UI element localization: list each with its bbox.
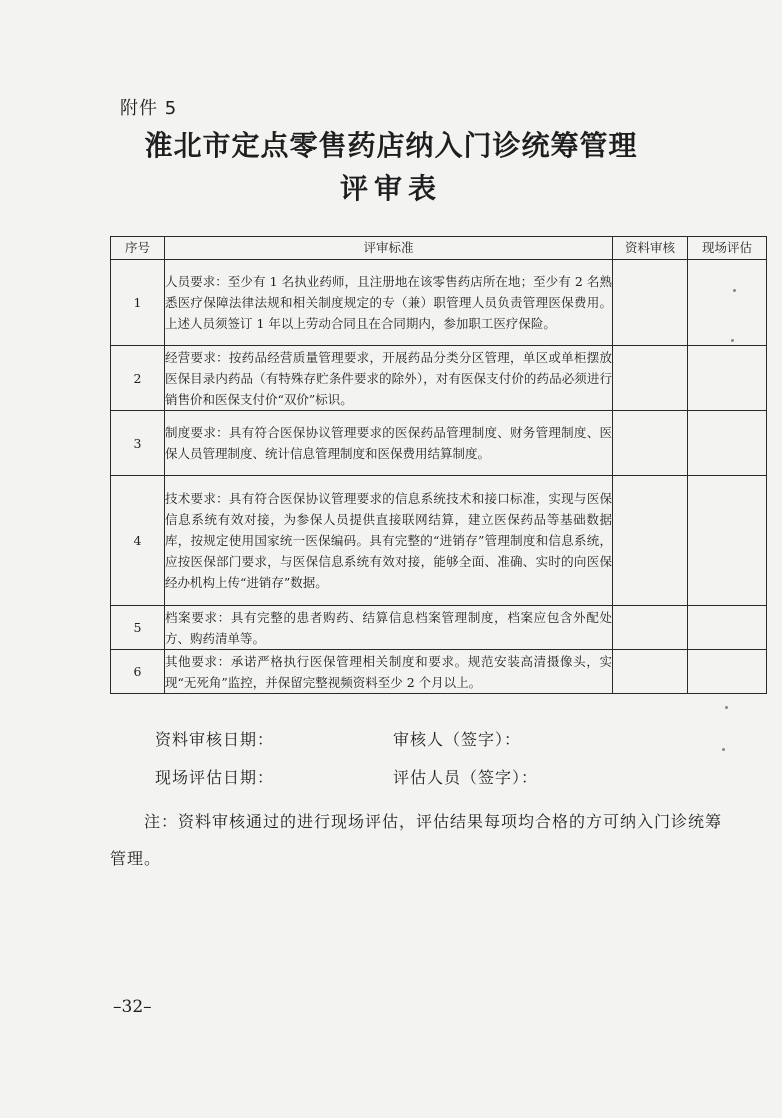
header-onsite: 现场评估 xyxy=(688,237,767,260)
doc-review-cell[interactable] xyxy=(613,260,688,346)
table-row xyxy=(111,346,767,411)
table-header-row xyxy=(111,237,767,260)
scan-speck xyxy=(731,339,734,342)
table-row xyxy=(111,411,767,476)
table-row xyxy=(111,260,767,346)
scan-speck xyxy=(722,748,725,751)
scan-speck xyxy=(725,706,728,709)
attachment-label: 附件 5 xyxy=(120,98,178,119)
onsite-cell[interactable] xyxy=(688,260,767,346)
table-row xyxy=(111,650,767,694)
document-subtitle: 评审表 xyxy=(339,172,442,205)
row-criteria: 制度要求：具有符合医保协议管理要求的医保药品管理制度、财务管理制度、医保人员管理制度、统计信息管理制度和医保费用结算制度。 xyxy=(165,411,613,476)
table-row xyxy=(111,606,767,650)
onsite-cell[interactable] xyxy=(688,411,767,476)
row-number: 2 xyxy=(111,346,165,411)
assessor-signature-label: 评估人员（签字）： xyxy=(393,768,539,787)
onsite-date-label: 现场评估日期： xyxy=(155,768,275,787)
row-criteria: 档案要求：具有完整的患者购药、结算信息档案管理制度，档案应包含外配处方、购药清单等。 xyxy=(165,606,613,650)
onsite-cell[interactable] xyxy=(688,650,767,694)
doc-review-cell[interactable] xyxy=(613,411,688,476)
document-title: 淮北市定点零售药店纳入门诊统筹管理 xyxy=(144,129,638,162)
row-criteria: 技术要求：具有符合医保协议管理要求的信息系统技术和接口标准，实现与医保信息系统有效对接，为参保人员提供直接联网结算，建立医保药品等基础数据库，按规定使用国家统一医保编码。具有完整的“进销存”管理制度和信息系统，应按医保部门要求，与医保信息系统有效对接，能够全面、准确、实时的向医保经办机构上传“进销存”数据。 xyxy=(165,476,613,606)
reviewer-signature-label: 审核人（签字）： xyxy=(393,730,522,749)
header-no: 序号 xyxy=(111,237,165,260)
table-row xyxy=(111,476,767,606)
onsite-cell[interactable] xyxy=(688,606,767,650)
row-number: 5 xyxy=(111,606,165,650)
onsite-cell[interactable] xyxy=(688,346,767,411)
onsite-cell[interactable] xyxy=(688,476,767,606)
row-criteria: 其他要求：承诺严格执行医保管理相关制度和要求。规范安装高清摄像头，实现“无死角”监控，并保留完整视频资料至少 2 个月以上。 xyxy=(165,650,613,694)
doc-review-cell[interactable] xyxy=(613,476,688,606)
header-criteria: 评审标准 xyxy=(165,237,613,260)
note-paragraph: 注：资料审核通过的进行现场评估，评估结果每项均合格的方可纳入门诊统筹管理。 xyxy=(110,812,723,868)
row-criteria: 经营要求：按药品经营质量管理要求，开展药品分类分区管理，单区或单柜摆放医保目录内药品（有特殊存贮条件要求的除外），对有医保支付价的药品必须进行销售价和医保支付价“双价”标识。 xyxy=(165,346,613,411)
review-date-label: 资料审核日期： xyxy=(155,730,275,749)
row-criteria: 人员要求：至少有 1 名执业药师，且注册地在该零售药店所在地；至少有 2 名熟悉医疗保障法律法规和相关制度规定的专（兼）职管理人员负责管理医保费用。上述人员须签订 1 年以上劳动合同且在合同期内，参加职工医疗保险。 xyxy=(165,260,613,346)
row-number: 4 xyxy=(111,476,165,606)
row-number: 6 xyxy=(111,650,165,694)
row-number: 3 xyxy=(111,411,165,476)
doc-review-cell[interactable] xyxy=(613,346,688,411)
doc-review-cell[interactable] xyxy=(613,606,688,650)
review-table xyxy=(110,236,767,694)
scan-speck xyxy=(733,289,736,292)
page-number: –32– xyxy=(113,997,152,1017)
row-number: 1 xyxy=(111,260,165,346)
doc-review-cell[interactable] xyxy=(613,650,688,694)
header-doc-review: 资料审核 xyxy=(613,237,688,260)
